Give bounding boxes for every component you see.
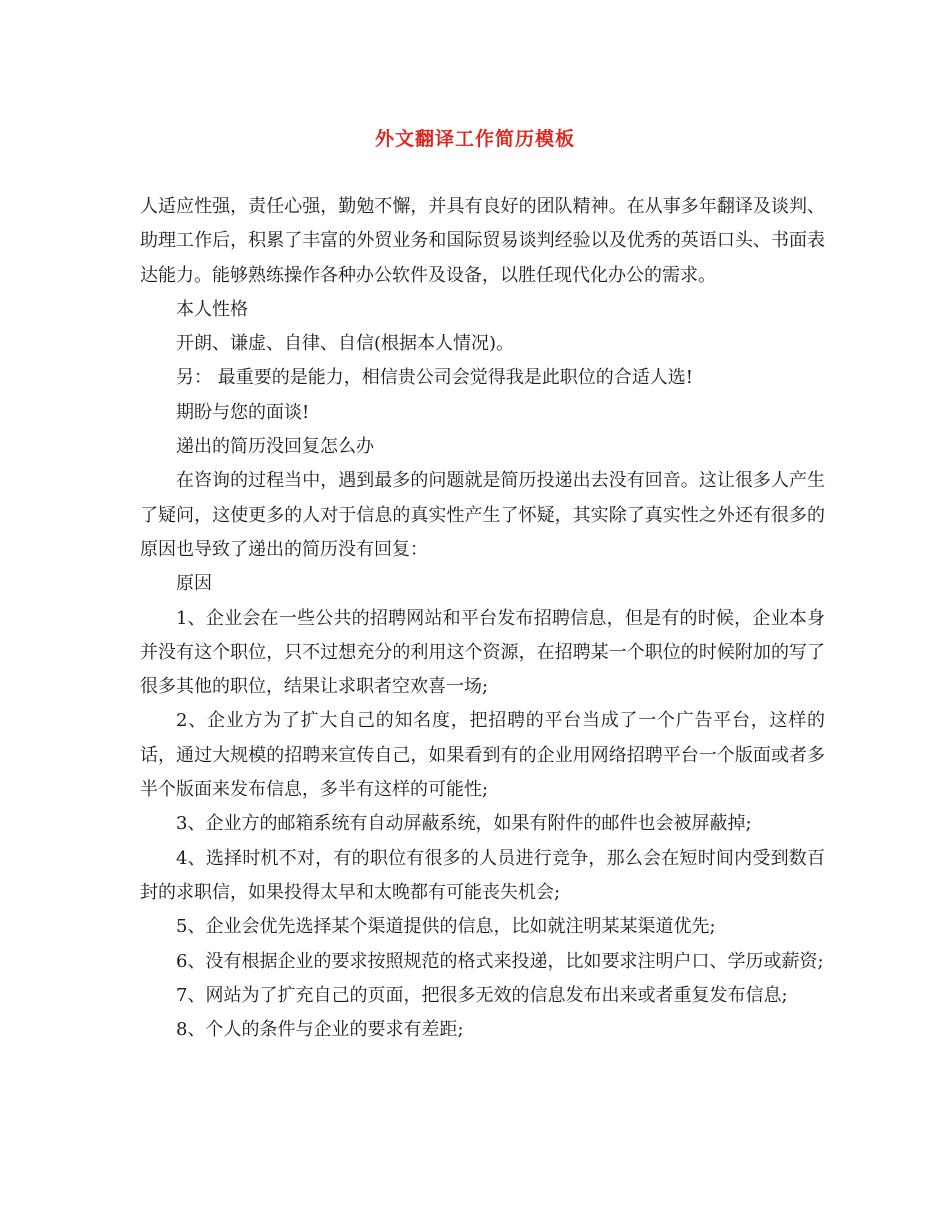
- list-item-reason-2: 2、企业方为了扩大自己的知名度，把招聘的平台当成了一个广告平台，这样的话，通过大规模的招聘来宣传自己，如果看到有的企业用网络招聘平台一个版面或者多半个版面来发布信息，多半有这样的可能性;: [140, 710, 825, 801]
- list-item-reason-6: 6、没有根据企业的要求按照规范的格式来投递，比如要求注明户口、学历或薪资;: [176, 950, 824, 972]
- paragraph-note: 另： 最重要的是能力，相信贵公司会觉得我是此职位的合适人选!: [176, 367, 693, 389]
- paragraph-closing: 期盼与您的面谈!: [176, 401, 310, 423]
- paragraph-personality: 开朗、谦虚、自律、自信(根据本人情况)。: [176, 333, 515, 355]
- document-body: [140, 190, 825, 1047]
- heading-no-reply: 递出的简历没回复怎么办: [176, 436, 374, 458]
- list-item-reason-3: 3、企业方的邮箱系统有自动屏蔽系统，如果有附件的邮件也会被屏蔽掉;: [176, 813, 752, 835]
- list-item-reason-5: 5、企业会优先选择某个渠道提供的信息，比如就注明某某渠道优先;: [176, 916, 716, 938]
- page-title: 外文翻译工作简历模板: [374, 128, 575, 150]
- list-item-reason-7: 7、网站为了扩充自己的页面，把很多无效的信息发布出来或者重复发布信息;: [176, 984, 788, 1006]
- list-item-reason-8: 8、个人的条件与企业的要求有差距;: [176, 1019, 464, 1041]
- paragraph-no-reply-intro: 在咨询的过程当中，遇到最多的问题就是简历投递出去没有回音。这让很多人产生了疑问，这使更多的人对于信息的真实性产生了怀疑，其实除了真实性之外还有很多的原因也导致了递出的简历没有回复：: [140, 470, 825, 560]
- paragraph-intro: 人适应性强，责任心强，勤勉不懈，并具有良好的团队精神。在从事多年翻译及谈判、助理工作后，积累了丰富的外贸业务和国际贸易谈判经验以及优秀的英语口头、书面表达能力。能够熟练操作各种办公软件及设备，以胜任现代化办公的需求。: [140, 196, 825, 286]
- heading-reasons: 原因: [176, 573, 212, 595]
- list-item-reason-1: 1、企业会在一些公共的招聘网站和平台发布招聘信息，但是有的时候，企业本身并没有这个职位，只不过想充分的利用这个资源，在招聘某一个职位的时候附加的写了很多其他的职位，结果让求职者空欢喜一场;: [140, 607, 825, 698]
- list-item-reason-4: 4、选择时机不对，有的职位有很多的人员进行竞争，那么会在短时间内受到数百封的求职信，如果投得太早和太晚都有可能丧失机会;: [140, 847, 825, 903]
- heading-personality: 本人性格: [176, 298, 248, 320]
